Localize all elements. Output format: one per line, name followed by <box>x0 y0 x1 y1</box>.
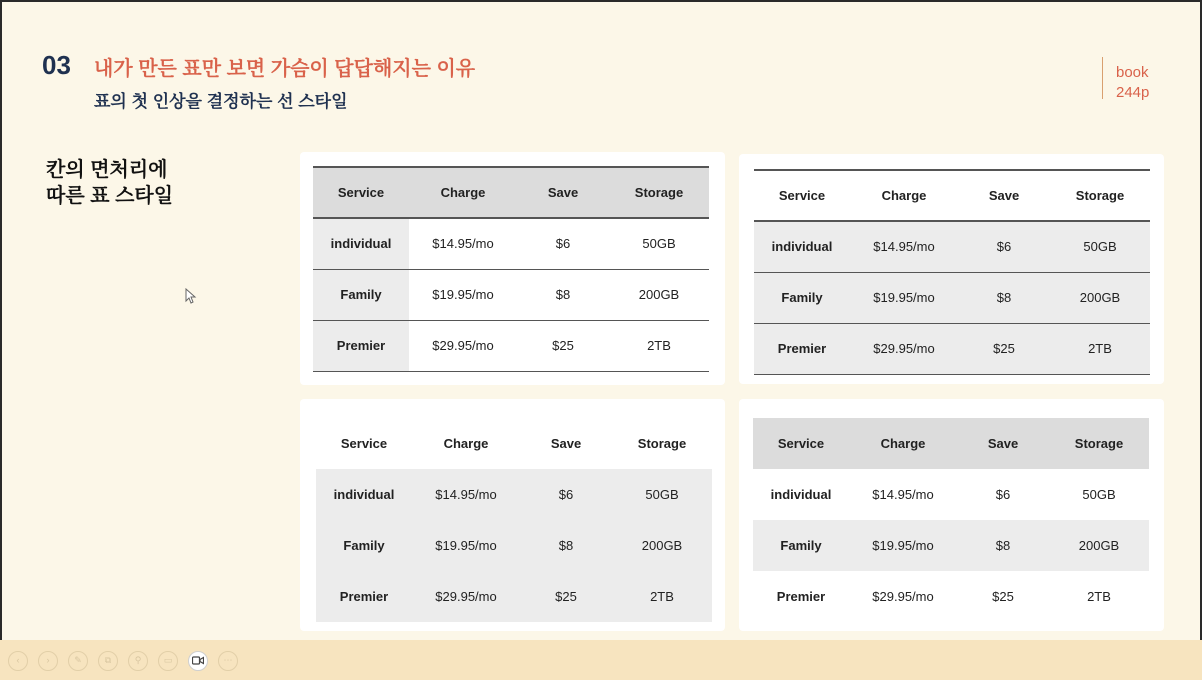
zoom-icon[interactable]: ⚲ <box>128 651 148 671</box>
cell-storage: 200GB <box>1049 520 1149 571</box>
cell-save: $8 <box>555 287 571 302</box>
cell-service: Premier <box>313 320 409 371</box>
pricing-table-style-4 <box>753 418 1149 622</box>
cell-charge: $19.95/mo <box>432 287 494 302</box>
slide-title: 내가 만든 표만 보면 가슴이 답답해지는 이유 <box>94 58 476 80</box>
cell-storage: 2TB <box>647 338 671 353</box>
cell-storage: 2TB <box>1050 323 1150 374</box>
cell-charge: $29.95/mo <box>432 338 494 353</box>
cell-save: $8 <box>958 272 1050 323</box>
cell-charge: $29.95/mo <box>412 571 520 622</box>
book-label: book <box>1116 64 1149 81</box>
table-card-2 <box>739 154 1164 384</box>
header-service: Service <box>340 436 388 451</box>
cell-charge: $19.95/mo <box>850 272 958 323</box>
table-row <box>313 218 709 269</box>
cell-save: $6 <box>995 487 1011 502</box>
cell-storage: 50GB <box>612 469 712 520</box>
side-title-line2: 따른 표 스타일 <box>46 185 174 207</box>
cell-save: $25 <box>520 571 612 622</box>
table-row <box>313 320 709 371</box>
header-save: Save <box>550 436 582 451</box>
cell-service: individual <box>754 221 850 272</box>
side-title <box>46 157 173 209</box>
presentation-toolbar <box>0 640 1202 680</box>
table-row <box>753 520 1149 571</box>
table-row <box>313 269 709 320</box>
cell-charge: $19.95/mo <box>849 520 957 571</box>
cell-charge: $19.95/mo <box>412 520 520 571</box>
header-save: Save <box>957 418 1049 469</box>
mouse-cursor-icon <box>185 288 197 309</box>
cell-service: Premier <box>316 571 412 622</box>
header-charge: Charge <box>409 167 517 218</box>
table-row <box>754 323 1150 374</box>
table-row <box>754 221 1150 272</box>
cell-service: individual <box>770 487 832 502</box>
more-icon[interactable]: ⋯ <box>218 651 238 671</box>
book-divider <box>1102 57 1103 99</box>
cell-storage: 200GB <box>1050 272 1150 323</box>
table-header-row <box>316 418 712 469</box>
cell-save: $25 <box>552 338 574 353</box>
header-storage: Storage <box>637 436 687 451</box>
camera-icon[interactable] <box>188 651 208 671</box>
cell-save: $8 <box>520 520 612 571</box>
table-row <box>753 469 1149 520</box>
table-row <box>753 571 1149 622</box>
header-charge: Charge <box>849 418 957 469</box>
cell-charge: $29.95/mo <box>850 323 958 374</box>
header-storage: Storage <box>1075 188 1125 203</box>
header-service: Service <box>753 418 849 469</box>
table-card-4 <box>739 399 1164 631</box>
book-page: 244p <box>1116 84 1150 101</box>
table-row <box>316 520 712 571</box>
table-header-row <box>753 418 1149 469</box>
cell-charge: $29.95/mo <box>872 589 934 604</box>
cell-save: $25 <box>992 589 1014 604</box>
cell-service: individual <box>316 469 412 520</box>
header-storage: Storage <box>609 167 709 218</box>
cell-storage: 2TB <box>1087 589 1111 604</box>
cell-service: Family <box>754 272 850 323</box>
table-row <box>754 272 1150 323</box>
table-card-1 <box>300 152 725 385</box>
header-save: Save <box>517 167 609 218</box>
cell-storage: 50GB <box>1050 221 1150 272</box>
header-save: Save <box>988 188 1020 203</box>
table-row <box>316 571 712 622</box>
pricing-table-style-1 <box>313 166 709 372</box>
copy-icon[interactable]: ⧉ <box>98 651 118 671</box>
slide-subtitle: 표의 첫 인상을 결정하는 선 스타일 <box>94 92 348 111</box>
table-header-row <box>754 170 1150 221</box>
cell-storage: 200GB <box>612 520 712 571</box>
pen-icon[interactable]: ✎ <box>68 651 88 671</box>
cell-charge: $14.95/mo <box>872 487 934 502</box>
header-service: Service <box>778 188 826 203</box>
cell-service: Family <box>316 520 412 571</box>
header-service: Service <box>313 167 409 218</box>
pricing-table-style-2 <box>754 169 1150 375</box>
cell-charge: $14.95/mo <box>432 236 494 252</box>
section-number: 03 <box>42 50 71 80</box>
cell-storage: 2TB <box>612 571 712 622</box>
forward-icon[interactable]: › <box>38 651 58 671</box>
table-row <box>316 469 712 520</box>
cell-save: $6 <box>555 236 571 252</box>
pricing-table-style-3 <box>316 418 712 622</box>
cell-storage: 50GB <box>642 236 676 252</box>
cell-service: Premier <box>754 323 850 374</box>
cell-charge: $14.95/mo <box>850 221 958 272</box>
screen-icon[interactable]: ▭ <box>158 651 178 671</box>
cell-service: Family <box>753 520 849 571</box>
cell-service: individual <box>313 218 409 269</box>
cell-save: $8 <box>957 520 1049 571</box>
cell-storage: 200GB <box>638 287 680 302</box>
cell-charge: $14.95/mo <box>412 469 520 520</box>
header-storage: Storage <box>1049 418 1149 469</box>
side-title-line1: 칸의 면처리에 <box>46 159 168 181</box>
cell-service: Family <box>313 269 409 320</box>
header-charge: Charge <box>881 188 927 203</box>
cell-service: Premier <box>776 589 826 604</box>
slide <box>2 2 1200 640</box>
back-icon[interactable]: ‹ <box>8 651 28 671</box>
header-charge: Charge <box>443 436 489 451</box>
cell-save: $6 <box>520 469 612 520</box>
cell-save: $25 <box>958 323 1050 374</box>
table-card-3 <box>300 399 725 631</box>
cell-storage: 50GB <box>1082 487 1116 502</box>
table-header-row <box>313 167 709 218</box>
cell-save: $6 <box>958 221 1050 272</box>
book-reference <box>1116 63 1149 103</box>
